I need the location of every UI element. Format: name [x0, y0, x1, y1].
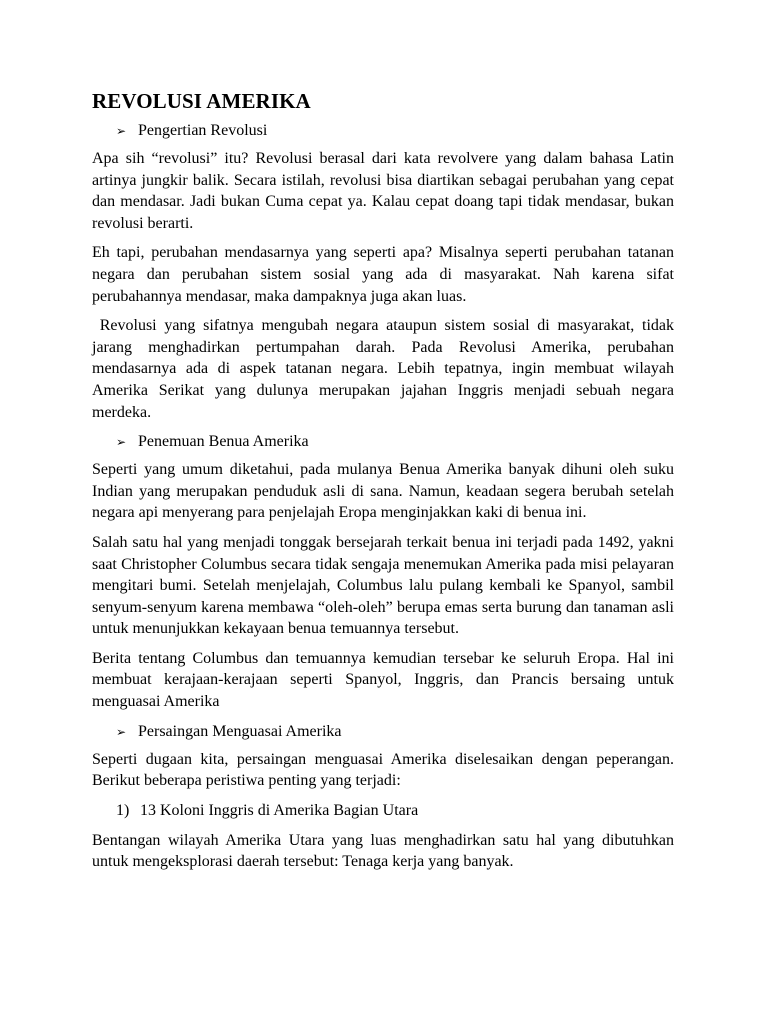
numbered-item-13-koloni — [92, 800, 674, 822]
section-heading-text: Pengertian Revolusi — [138, 122, 268, 139]
document-page — [92, 86, 679, 881]
arrow-bullet-icon: ➢ — [116, 124, 127, 138]
paragraph: Berita tentang Columbus dan temuannya kemudian tersebar ke seluruh Eropa. Hal ini membuat kerajaan-kerajaan seperti Spanyol, Inggris, dan Prancis bersaing untuk menguasai Amerika — [92, 649, 674, 711]
paragraph: Apa sih “revolusi” itu? Revolusi berasal dari kata revolvere yang dalam bahasa Latin artinya jungkir balik. Secara istilah, revolusi bisa diartikan sebagai perubahan yang cepat dan mendasar. Jadi bukan Cuma cepat ya. Kalau cepat doang tapi tidak mendasar, bukan revolusi berarti. — [92, 150, 674, 232]
section-heading-penemuan — [92, 431, 674, 453]
paragraph: Seperti dugaan kita, persaingan menguasai Amerika diselesaikan dengan peperangan. Berikut beberapa peristiwa penting yang terjadi: — [92, 750, 674, 790]
document-title: REVOLUSI AMERIKA — [92, 89, 311, 113]
arrow-bullet-icon: ➢ — [116, 724, 127, 739]
arrow-bullet-icon: ➢ — [116, 435, 127, 450]
section-heading-text: Penemuan Benua Amerika — [138, 433, 309, 451]
section-heading-persaingan — [92, 721, 674, 743]
section-heading-text: Persaingan Menguasai Amerika — [138, 722, 342, 740]
section-heading-pengertian — [92, 120, 674, 142]
paragraph: Revolusi yang sifatnya mengubah negara ataupun sistem sosial di masyarakat, tidak jarang menghadirkan pertumpahan darah. Pada Revolusi Amerika, perubahan mendasarnya ada di aspek tatanan negara. Lebih tepatnya, ingin membuat wilayah Amerika Serikat yang dulunya merupakan jajahan Inggris menjadi sebuah negara merdeka. — [92, 317, 679, 421]
paragraph: Bentangan wilayah Amerika Utara yang luas menghadirkan satu hal yang dibutuhkan untuk mengeksplorasi daerah tersebut: Tenaga kerja yang banyak. — [92, 831, 674, 871]
paragraph: Salah satu hal yang menjadi tonggak bersejarah terkait benua ini terjadi pada 1492, yakni saat Christopher Columbus secara tidak sengaja menemukan Amerika pada misi pelayaran mengitari bumi. Setelah menjelajah, Columbus lalu pulang kembali ke Spanyol, sambil senyum-senyum karena membawa “oleh-oleh” berupa emas serta burung dan tanaman asli untuk menunjukkan kekayaan benua temuannya tersebut. — [92, 533, 674, 638]
list-number: 1) — [116, 801, 130, 819]
paragraph: Eh tapi, perubahan mendasarnya yang seperti apa? Misalnya seperti perubahan tatanan negara dan perubahan sistem sosial yang ada di masyarakat. Nah karena sifat perubahannya mendasar, maka dampaknya juga akan luas. — [92, 244, 674, 305]
numbered-item-text: 13 Koloni Inggris di Amerika Bagian Utara — [140, 801, 419, 819]
paragraph: Seperti yang umum diketahui, pada mulanya Benua Amerika banyak dihuni oleh suku Indian yang merupakan penduduk asli di sana. Namun, keadaan segera berubah setelah negara api menyerang para penjelajah Eropa menginjakkan kaki di benua ini. — [92, 461, 674, 522]
